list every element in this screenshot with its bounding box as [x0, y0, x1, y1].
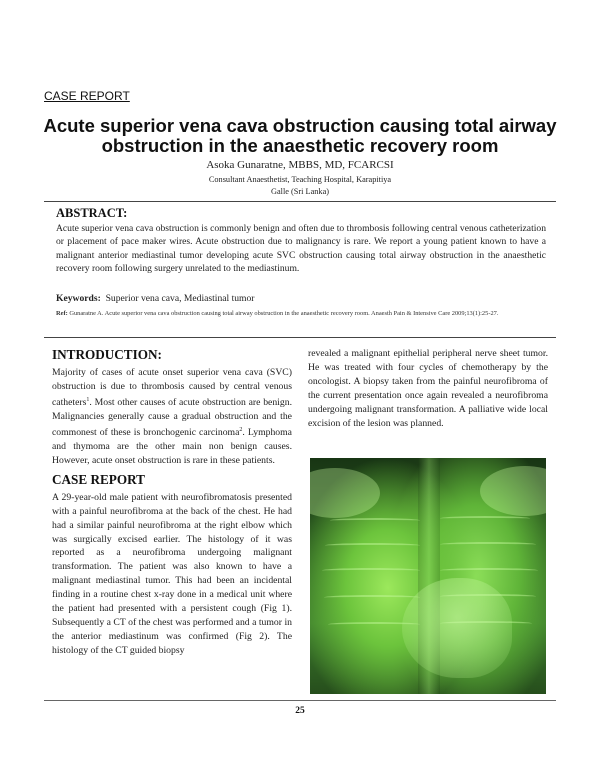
citation-superscript: 2 — [239, 426, 243, 433]
case-report-continued: revealed a malignant epithelial peripheral nerve sheet tumor. He was treated with four cycles of chemotherapy by the oncologist. A biopsy taken from the painful neurofibroma of the current presentation once again revealed a neurofibroma undergoing malignant transformation. A palliative wide local excision of the lesion was planned. — [308, 348, 548, 429]
citation-reference — [56, 309, 548, 319]
article-title: Acute superior vena cava obstruction causing total airway obstruction in the anaesthetic recovery room — [43, 115, 557, 156]
xray-rib — [330, 518, 420, 523]
chest-xray-figure — [310, 458, 546, 694]
xray-rib — [324, 595, 420, 600]
xray-shoulder-left — [310, 468, 380, 518]
xray-rib — [325, 543, 420, 548]
xray-rib — [440, 568, 538, 573]
abstract-bottom-rule — [44, 337, 556, 338]
intro-text-a: Majority of cases of acute onset superior vena cava (SVC) obstruction is due to thrombosis caused by central venous catheters — [52, 367, 292, 409]
introduction-heading: INTRODUCTION: — [52, 347, 162, 362]
xray-rib — [322, 568, 420, 573]
affiliation — [150, 174, 450, 198]
xray-rib — [440, 542, 536, 547]
right-column — [308, 347, 548, 430]
case-report-paragraph: A 29-year-old male patient with neurofibromatosis presented with a painful neurofibroma at the back of the chest. He had had a similar painful neurofibroma at the right elbow which was surgically excised earlier. The histology of it was reported as a neurofibroma undergoing malignant transformation. The patient was also known to have a malignant mediastinal tumor. This had been an incidental finding in a routine chest x-ray done in a medical unit where the patient had presented with a persistent cough (Fig 1). Subsequently a CT of the chest was performed and a tumor in the anterior mediastinum was confirmed (Fig 2). The histology of the CT guided biopsy — [52, 491, 292, 656]
intro-text-c: . Lymphoma and thymoma are the other main non benign causes. However, acute onset obstruction is rare in these patients. — [52, 427, 292, 466]
author-line: Asoka Gunaratne, MBBS, MD, FCARCSI — [206, 159, 394, 171]
ref-label: Ref: — [56, 310, 68, 317]
abstract-top-rule — [44, 201, 556, 202]
section-tag: CASE REPORT — [44, 89, 130, 103]
keywords-value: Superior vena cava, Mediastinal tumor — [105, 293, 255, 304]
keywords — [56, 293, 255, 304]
xray-shoulder-right — [480, 466, 546, 516]
footer-rule — [44, 700, 556, 701]
xray-mediastinal-mass — [402, 578, 512, 678]
keywords-label: Keywords: — [56, 293, 101, 304]
left-column — [52, 347, 292, 658]
intro-text-b: . Most other causes of acute obstruction are benign. Malignancies generally cause a gradual obstruction and the commonest of these is bronchogenic carcinoma — [52, 397, 292, 439]
affiliation-line-2: Galle (Sri Lanka) — [270, 187, 330, 196]
abstract-heading: ABSTRACT: — [56, 206, 128, 220]
page-number: 25 — [295, 706, 305, 716]
affiliation-line-1: Consultant Anaesthetist, Teaching Hospital, Karapitiya — [208, 175, 392, 184]
xray-rib — [440, 516, 530, 521]
citation-superscript: 1 — [86, 396, 90, 403]
case-report-heading: CASE REPORT — [52, 471, 145, 487]
ref-text: Gunaratne A. Acute superior vena cava obstruction causing total airway obstruction in the anaesthetic recovery room. Anaesth Pain & Intensive Care 2009;13(1):25-27. — [69, 310, 499, 317]
introduction-paragraph — [52, 366, 292, 468]
abstract-text: Acute superior vena cava obstruction is commonly benign and often due to thrombosis following central venous catheterization or placement of pace maker wires. Acute obstruction due to malignancy is rare. We report a young patient known to have a malignant anterior mediastinal tumor developing acute SVC obstruction causing total airway obstruction in the anaesthetic recovery room following surgery unrelated to the mediastinum. — [56, 223, 546, 274]
